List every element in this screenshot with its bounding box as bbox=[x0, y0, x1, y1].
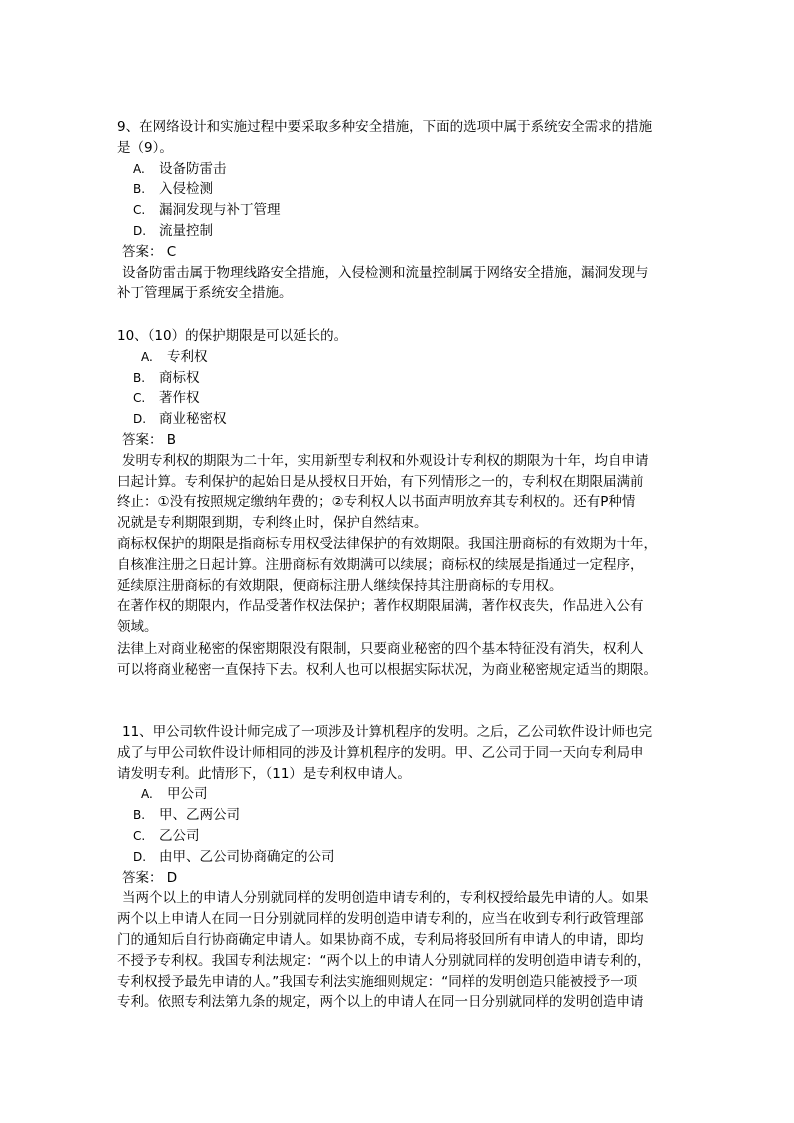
option-text: 漏洞发现与补丁管理 bbox=[159, 202, 281, 219]
option-letter: B. bbox=[133, 370, 146, 385]
option-letter: A. bbox=[141, 349, 153, 364]
option-letter: C. bbox=[133, 828, 146, 843]
question-stem: 成了与甲公司软件设计师相同的涉及计算机程序的发明。甲、乙公司于同一天向专利局申 bbox=[117, 744, 644, 761]
option-b bbox=[117, 179, 687, 200]
option-d bbox=[117, 847, 687, 868]
answer: 答案： B bbox=[122, 431, 177, 448]
question-stem: 11、甲公司软件设计师完成了一项涉及计算机程序的发明。之后，乙公司软件设计师也完 bbox=[122, 724, 653, 740]
explanation-line: 曰起计算。专利保护的起始日是从授权日开始，有下列情形之一的，专利权在期限届满前 bbox=[117, 473, 644, 490]
option-text: 商标权 bbox=[159, 369, 200, 386]
question-stem: 10、（10）的保护期限是可以延长的。 bbox=[117, 328, 348, 344]
option-text: 由甲、乙公司协商确定的公司 bbox=[159, 848, 335, 865]
explanation-line: 发明专利权的期限为二十年，实用新型专利权和外观设计专利权的期限为十年，均自申请 bbox=[122, 452, 649, 469]
option-d bbox=[117, 409, 687, 430]
question-11 bbox=[117, 722, 687, 1013]
option-b bbox=[117, 805, 687, 826]
option-a bbox=[117, 159, 687, 180]
explanation-line: 终止：①没有按照规定缴纳年费的；②专利权人以书面声明放弃其专利权的。还有P种情 bbox=[117, 494, 636, 511]
option-b bbox=[117, 368, 687, 389]
trade-secret-line: 可以将商业秘密一直保持下去。权利人也可以根据实际状况，为商业秘密规定适当的期限。 bbox=[117, 662, 657, 679]
option-text: 甲公司 bbox=[167, 786, 208, 803]
answer: 答案： C bbox=[122, 243, 177, 260]
explanation-line: 专利权授予最先申请的人。”我国专利法实施细则规定：“同样的发明创造只能被授予一项 bbox=[117, 973, 638, 990]
trademark-line: 商标权保护的期限是指商标专用权受法律保护的有效期限。我国注册商标的有效期为十年， bbox=[117, 535, 657, 552]
trade-secret-line: 法律上对商业秘密的保密期限没有限制，只要商业秘密的四个基本特征没有消失，权利人 bbox=[117, 641, 644, 658]
option-c bbox=[117, 826, 687, 847]
explanation-line: 补丁管理属于系统安全措施。 bbox=[117, 285, 293, 302]
option-text: 著作权 bbox=[159, 390, 200, 407]
explanation-line: 不授予专利权。我国专利法规定：“两个以上的申请人分别就同样的发明创造申请专利的， bbox=[117, 952, 651, 969]
option-letter: B. bbox=[133, 808, 146, 823]
option-c bbox=[117, 200, 687, 221]
option-letter: C. bbox=[133, 203, 146, 218]
option-a bbox=[117, 784, 687, 805]
option-text: 甲、乙两公司 bbox=[159, 807, 240, 824]
explanation-line: 专利。依照专利法第九条的规定，两个以上的申请人在同一日分别就同样的发明创造申请 bbox=[117, 994, 644, 1011]
option-letter: A. bbox=[141, 787, 153, 802]
trademark-line: 延续原注册商标的有效期限，便商标注册人继续保持其注册商标的专用权。 bbox=[117, 577, 563, 594]
option-letter: D. bbox=[133, 223, 147, 238]
option-letter: D. bbox=[133, 849, 147, 864]
explanation-line: 两个以上申请人在同一日分别就同样的发明创造申请专利的，应当在收到专利行政管理部 bbox=[117, 911, 644, 928]
question-stem: 9、在网络设计和实施过程中要采取多种安全措施，下面的选项中属于系统安全需求的措施 bbox=[117, 119, 653, 135]
question-stem: 请发明专利。此情形下，（11）是专利权申请人。 bbox=[117, 765, 411, 782]
copyright-line: 在著作权的期限内，作品受著作权法保护；著作权期限届满，著作权丧失，作品进入公有 bbox=[117, 598, 644, 615]
explanation-line: 设备防雷击属于物理线路安全措施，入侵检测和流量控制属于网络安全措施，漏洞发现与 bbox=[122, 264, 649, 281]
answer: 答案： D bbox=[122, 869, 178, 886]
question-10 bbox=[117, 326, 687, 681]
question-stem: 是（9）。 bbox=[117, 139, 173, 156]
question-9 bbox=[117, 117, 687, 304]
trademark-line: 自核准注册之日起计算。注册商标有效期满可以续展；商标权的续展是指通过一定程序， bbox=[117, 556, 644, 573]
option-text: 入侵检测 bbox=[159, 181, 213, 198]
option-letter: C. bbox=[133, 391, 146, 406]
option-text: 专利权 bbox=[167, 348, 208, 365]
option-c bbox=[117, 388, 687, 409]
option-text: 商业秘密权 bbox=[159, 411, 227, 428]
option-letter: A. bbox=[133, 161, 145, 176]
option-a bbox=[117, 347, 687, 368]
option-text: 设备防雷击 bbox=[159, 160, 227, 177]
option-letter: B. bbox=[133, 182, 146, 197]
explanation-line: 门的通知后自行协商确定申请人。如果协商不成，专利局将驳回所有申请人的申请，即均 bbox=[117, 931, 644, 948]
option-letter: D. bbox=[133, 412, 147, 427]
option-d bbox=[117, 221, 687, 242]
copyright-line: 领域。 bbox=[117, 619, 158, 636]
explanation-line: 当两个以上的申请人分别就同样的发明创造申请专利的，专利权授给最先申请的人。如果 bbox=[122, 890, 649, 907]
option-text: 流量控制 bbox=[159, 222, 213, 239]
option-text: 乙公司 bbox=[159, 827, 200, 844]
explanation-line: 况就是专利期限到期，专利终止时，保护自然结束。 bbox=[117, 515, 428, 532]
